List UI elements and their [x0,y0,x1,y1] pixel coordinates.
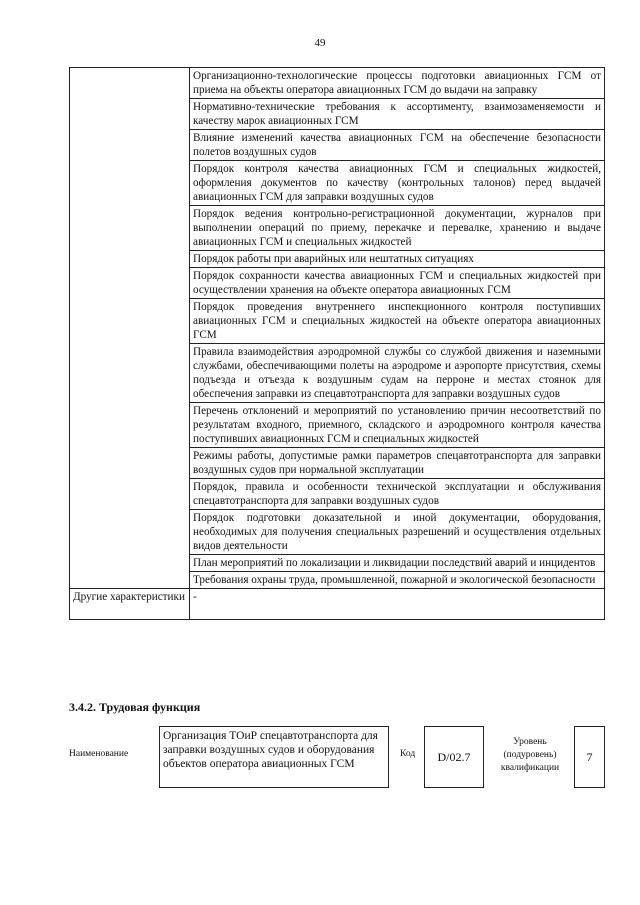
name-label: Наименование [69,749,129,759]
table-row [70,68,605,99]
table-row-other [70,589,605,620]
knowledge-item: Порядок, правила и особенности технической эксплуатации и обслуживания спецавтотранспорта для заправки воздушных судов [190,479,605,510]
other-characteristics-value: - [190,589,605,620]
knowledge-item: Перечень отклонений и мероприятий по установлению причин несоответствий по результатам входного, приемного, складского и аэродромного контроля качества поступивших авиационных ГСМ и специальных жидкостей [190,403,605,448]
knowledge-item: Порядок работы при аварийных или нештатных ситуациях [190,251,605,268]
table-left-empty-cell [70,68,190,589]
level-label: Уровень (подуровень) квалификации [500,737,560,773]
knowledge-table [69,67,605,620]
code-value: D/02.7 [424,726,484,788]
knowledge-item: Порядок проведения внутреннего инспекционного контроля поступивших авиационных ГСМ и специальных жидкостей на объекте оператора авиационных ГСМ [190,299,605,344]
labor-function-block [69,726,605,788]
knowledge-item: Порядок сохранности качества авиационных ГСМ и специальных жидкостей при осуществлении хранения на объекте оператора авиационных ГСМ [190,268,605,299]
knowledge-item: План мероприятий по локализации и ликвидации последствий аварий и инцидентов [190,555,605,572]
section-title: 3.4.2. Трудовая функция [69,700,201,714]
level-value: 7 [574,726,605,788]
knowledge-item: Порядок подготовки доказательной и иной документации, оборудования, необходимых для получения специальных разрешений и осуществления отдельных видов деятельности [190,510,605,555]
code-label: Код [400,749,416,759]
page-number: 49 [314,37,326,49]
name-value: Организация ТОиР спецавтотранспорта для заправки воздушных судов и оборудования объектов оператора авиационных ГСМ [159,726,389,788]
knowledge-item: Порядок ведения контрольно-регистрационной документации, журналов при выполнении операций по приему, перекачке и перевалке, хранению и выдаче авиационных ГСМ и специальных жидкостей [190,206,605,251]
knowledge-item: Нормативно-технические требования к ассортименту, взаимозаменяемости и качеству марок авиационных ГСМ [190,99,605,130]
knowledge-item: Порядок контроля качества авиационных ГСМ и специальных жидкостей, оформления документов по качеству (контрольных талонов) перед выдачей авиационных ГСМ для заправки воздушных судов [190,161,605,206]
knowledge-item: Организационно-технологические процессы подготовки авиационных ГСМ от приема на объекты оператора авиационных ГСМ до выдачи на заправку [190,68,605,99]
knowledge-item: Требования охраны труда, промышленной, пожарной и экологической безопасности [190,572,605,589]
knowledge-item: Режимы работы, допустимые рамки параметров спецавтотранспорта для заправки воздушных судов при нормальной эксплуатации [190,448,605,479]
knowledge-item: Правила взаимодействия аэродромной службы со службой движения и наземными службами, обеспечивающими полеты на аэродроме и аэропорте присутствия, схемы подъезда и отъезда к воздушным судам на перроне и местах стоянок для обеспечения заправки из спецавтотранспорта для заправки воздушных судов [190,344,605,403]
knowledge-item: Влияние изменений качества авиационных ГСМ на обеспечение безопасности полетов воздушных судов [190,130,605,161]
other-characteristics-label: Другие характеристики [70,589,190,620]
